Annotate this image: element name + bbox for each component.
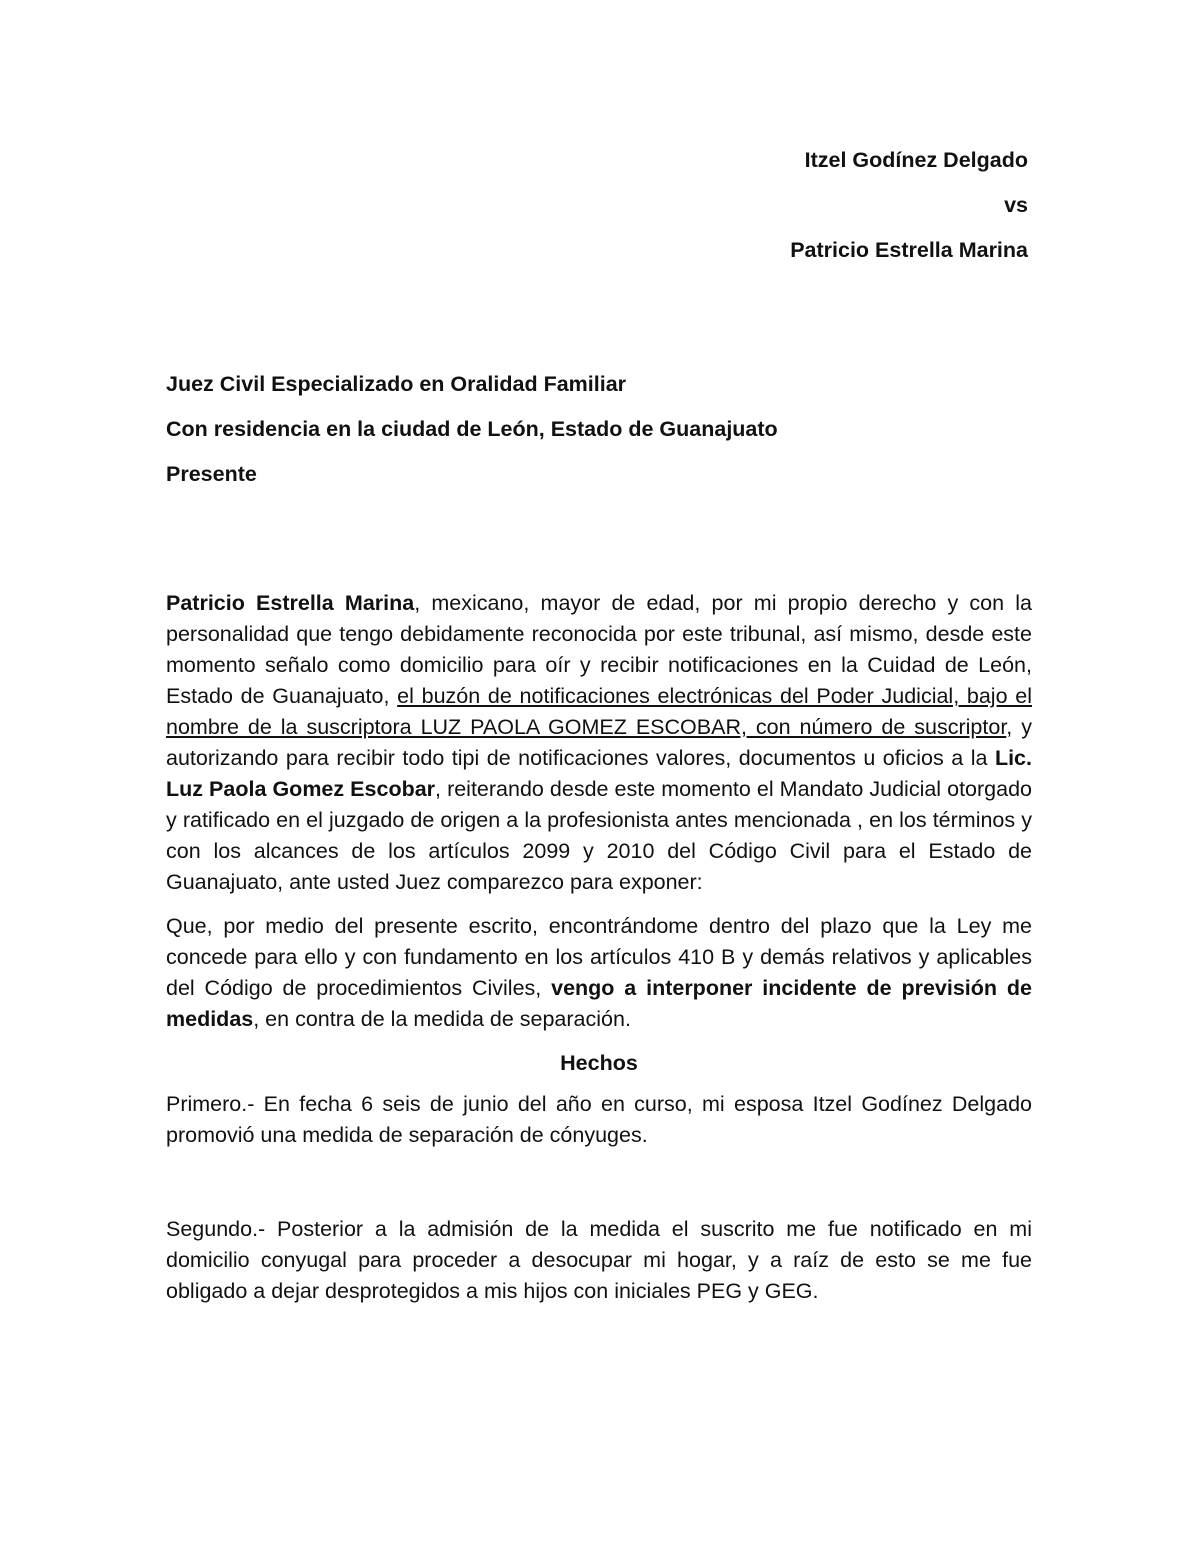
petition-paragraph — [166, 911, 1032, 1035]
petition-text-1: Que, por medio del presente escrito, encontrándome dentro del plazo que la Ley me concede para ello y con fundamento en los artículos 410 B y demás relativos y aplicables del Código de procedimientos Civiles, — [166, 914, 1032, 1000]
paragraph-gap — [166, 1164, 1032, 1214]
promoter-name: Patricio Estrella Marina — [166, 591, 415, 615]
fact-second: Segundo.- Posterior a la admisión de la medida el suscrito me fue notificado en mi domicilio conyugal para proceder a desocupar mi hogar, y a raíz de esto se me fue obligado a dejar desprotegidos a mis hijos con iniciales PEG y GEG. — [166, 1217, 1032, 1303]
versus-label: vs — [1004, 193, 1028, 217]
addressee-court: Juez Civil Especializado en Oralidad Familiar — [166, 372, 627, 396]
petition-request: vengo a interponer incidente de previsión de medidas — [166, 976, 1032, 1031]
document-body — [166, 588, 1032, 1320]
defendant-name: Patricio Estrella Marina — [790, 238, 1028, 262]
intro-text-2: , y autorizando para recibir todo tipi de notificaciones valores, documentos u oficios a la — [166, 715, 1032, 770]
notification-address: el buzón de notificaciones electrónicas del Poder Judicial, bajo el nombre de la suscriptora LUZ PAOLA GOMEZ ESCOBAR, con número de suscriptor — [166, 684, 1032, 739]
facts-heading: Hechos — [560, 1051, 638, 1075]
fact-first: Primero.- En fecha 6 seis de junio del año en curso, mi esposa Itzel Godínez Delgado promovió una medida de separación de cónyuges. — [166, 1092, 1032, 1147]
case-caption — [790, 138, 1028, 273]
addressee-residence: Con residencia en la ciudad de León, Estado de Guanajuato — [166, 417, 778, 441]
petition-text-2: , en contra de la medida de separación. — [253, 1007, 631, 1031]
intro-text-3: , reiterando desde este momento el Mandato Judicial otorgado y ratificado en el juzgado de origen a la profesionista antes mencionada , en los términos y con los alcances de los artículos 2099 y 2010 del Código Civil para el Estado de Guanajuato, ante usted Juez comparezco para exponer: — [166, 777, 1032, 894]
addressee-presente: Presente — [166, 462, 257, 486]
plaintiff-name: Itzel Godínez Delgado — [804, 148, 1028, 172]
attorney-name: Lic. Luz Paola Gomez Escobar — [166, 746, 1032, 801]
addressee-block — [166, 362, 778, 497]
intro-paragraph — [166, 588, 1032, 898]
intro-text-1: , mexicano, mayor de edad, por mi propio derecho y con la personalidad que tengo debidamente reconocida por este tribunal, así mismo, desde este momento señalo como domicilio para oír y recibir notificaciones en la Cuidad de León, Estado de Guanajuato, — [166, 591, 1032, 708]
